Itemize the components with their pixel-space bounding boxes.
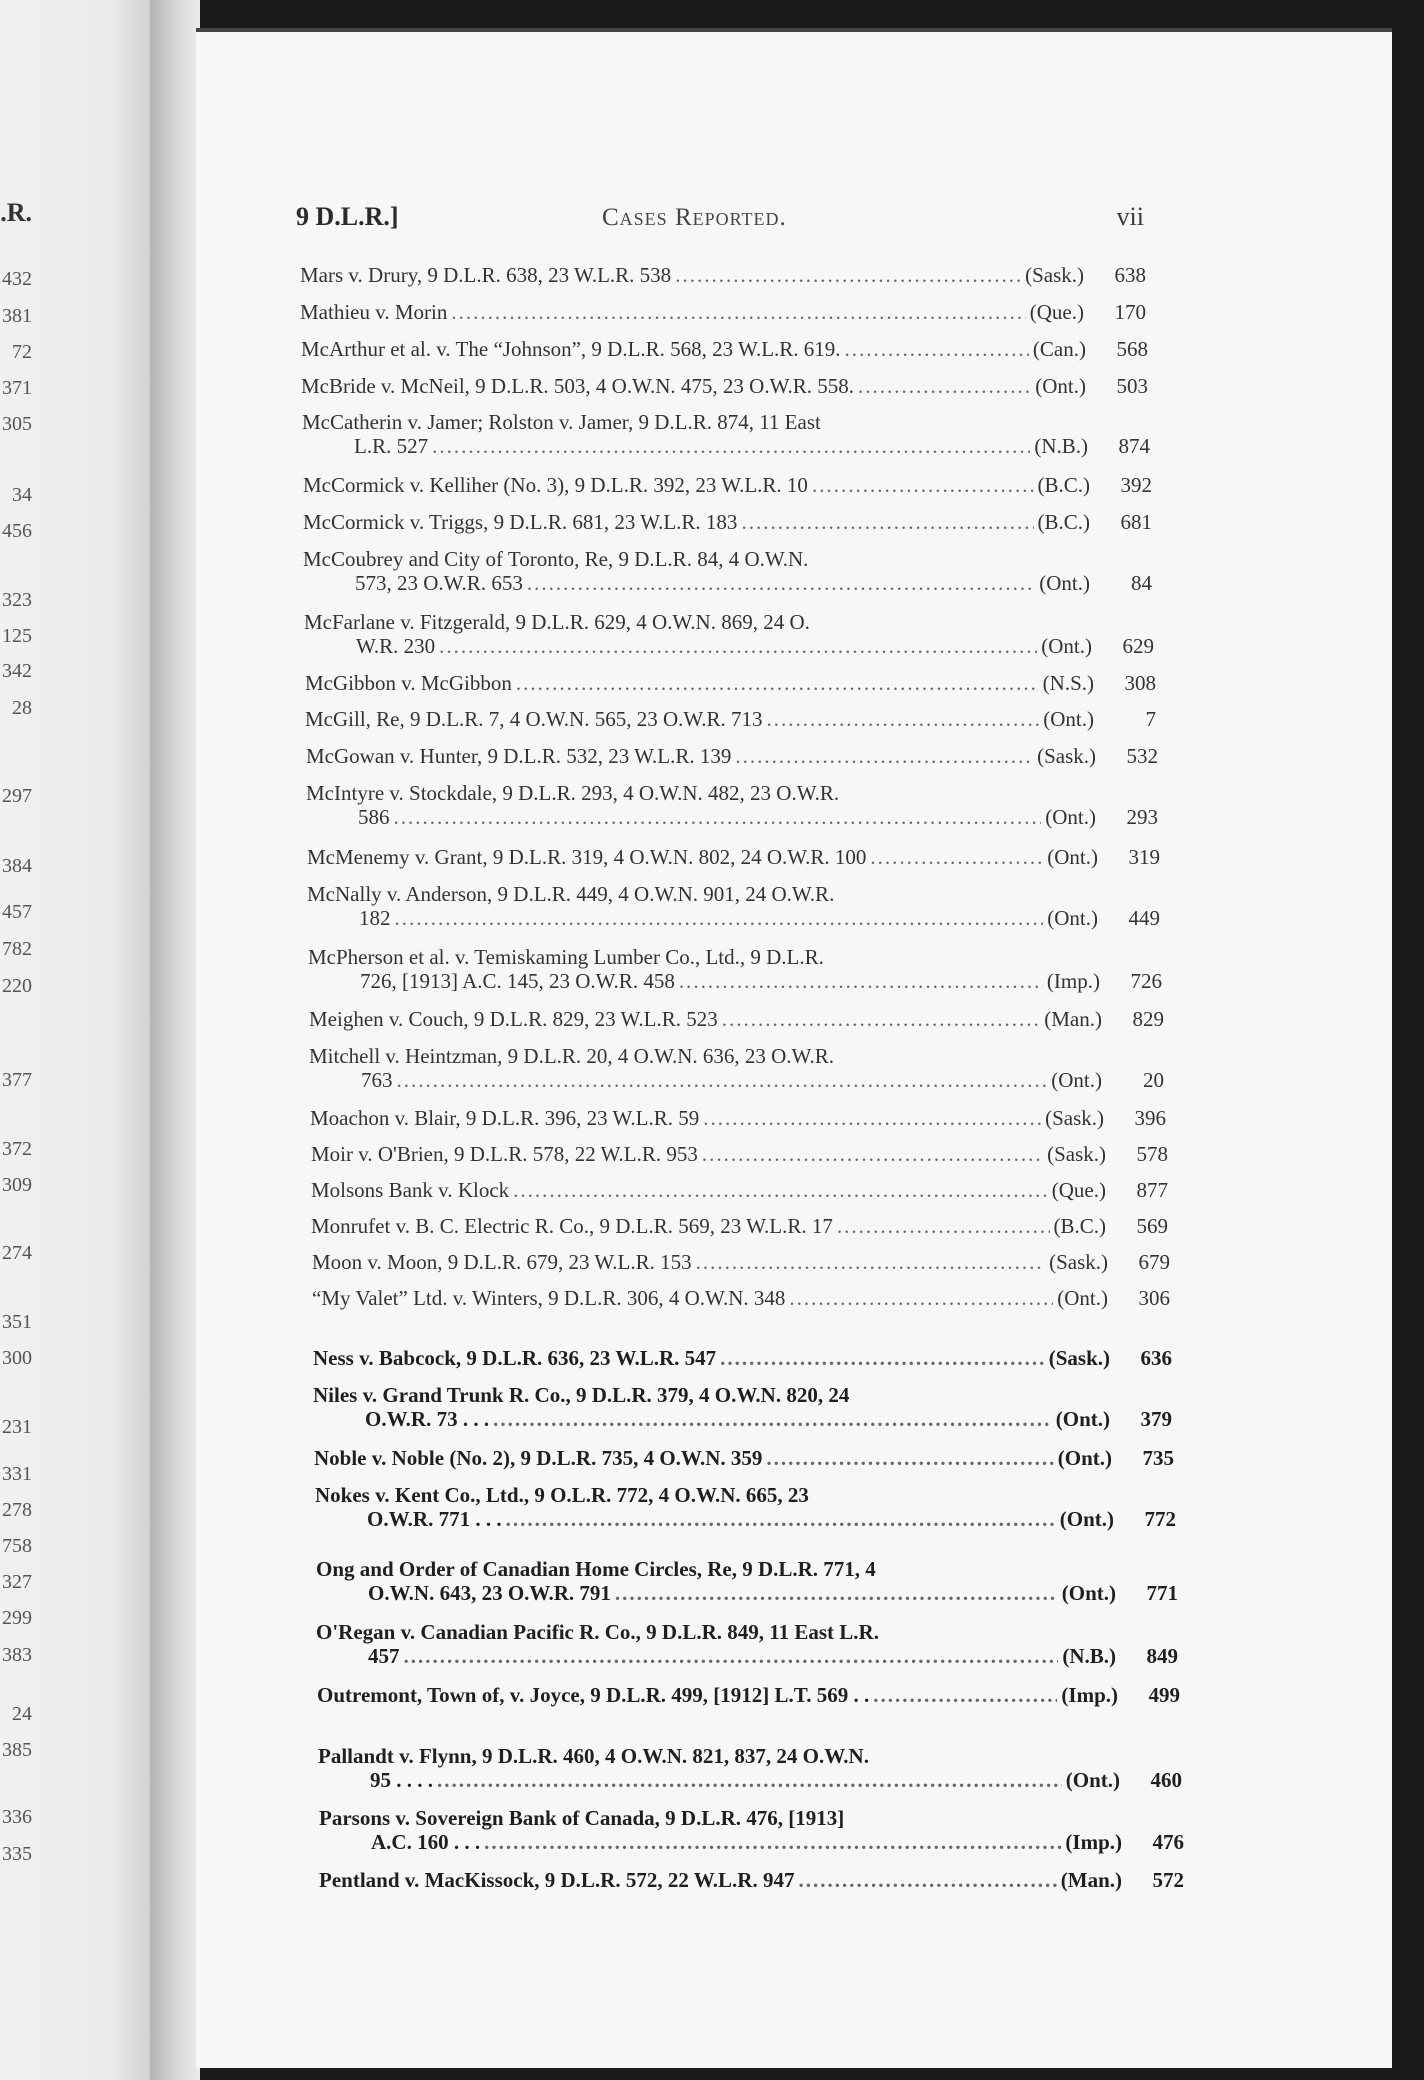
case-entry (316, 1557, 1178, 1605)
case-line (318, 1768, 1182, 1792)
case-entry (312, 1286, 1170, 1310)
case-line (315, 1483, 1176, 1507)
case-text: Pentland v. MacKissock, 9 D.L.R. 572, 22 W.L.R. 947 (319, 1868, 795, 1892)
case-line (306, 781, 1158, 805)
case-line (304, 634, 1154, 658)
case-court: (Ont.) (1059, 1507, 1114, 1531)
case-line (307, 845, 1160, 869)
case-text: 763 (361, 1068, 393, 1092)
case-text: Moir v. O'Brien, 9 D.L.R. 578, 22 W.L.R. 953 (311, 1142, 698, 1166)
case-entry (315, 1483, 1176, 1531)
leader-dots (789, 1286, 1053, 1310)
case-court: (Can.) (1032, 337, 1086, 361)
leader-dots (703, 1106, 1041, 1130)
case-page: 306 (1138, 1286, 1170, 1310)
case-line (302, 410, 1150, 434)
left-page-number: 231 (2, 1416, 32, 1438)
left-page-number: 457 (2, 901, 32, 923)
left-page-number: 297 (2, 785, 32, 807)
case-line (319, 1806, 1184, 1830)
leader-dots (395, 906, 1044, 930)
case-line (313, 1346, 1172, 1370)
case-court: (Sask.) (1025, 263, 1084, 287)
case-entry (314, 1446, 1174, 1470)
case-entry (307, 882, 1160, 930)
case-line (309, 1007, 1164, 1031)
case-text: Niles v. Grand Trunk R. Co., 9 D.L.R. 379, 4 O.W.N. 820, 24 (313, 1383, 850, 1407)
case-page: 499 (1148, 1683, 1180, 1707)
left-page-number: 278 (2, 1499, 32, 1521)
case-page: 568 (1116, 337, 1148, 361)
case-entry (308, 945, 1162, 993)
leader-dots (735, 744, 1033, 768)
left-page-number: 331 (2, 1463, 32, 1485)
case-court: (Ont.) (1055, 1407, 1110, 1431)
case-text: “My Valet” Ltd. v. Winters, 9 D.L.R. 306, 4 O.W.N. 348 (312, 1286, 786, 1310)
leader-dots (870, 845, 1043, 869)
case-entry (306, 744, 1158, 768)
left-page-number: 125 (2, 625, 32, 647)
leader-dots (798, 1868, 1056, 1892)
case-entry (311, 1214, 1168, 1238)
case-line (312, 1250, 1170, 1274)
case-entry (319, 1868, 1184, 1892)
case-page: 629 (1122, 634, 1154, 658)
case-text: McFarlane v. Fitzgerald, 9 D.L.R. 629, 4 O.W.N. 869, 24 O. (304, 610, 810, 634)
case-court: (Ont.) (1035, 374, 1086, 398)
case-line (303, 547, 1152, 571)
case-page: 578 (1136, 1142, 1168, 1166)
case-page: 638 (1114, 263, 1146, 287)
case-line (311, 1142, 1168, 1166)
case-text: Noble v. Noble (No. 2), 9 D.L.R. 735, 4 O.W.N. 359 (314, 1446, 763, 1470)
case-entry (319, 1806, 1184, 1854)
case-text: Pallandt v. Flynn, 9 D.L.R. 460, 4 O.W.N. 821, 837, 24 O.W.N. (318, 1744, 869, 1768)
case-line (300, 263, 1146, 287)
left-page-number: 351 (2, 1311, 32, 1333)
case-entry (318, 1744, 1182, 1792)
case-page: 532 (1126, 744, 1158, 768)
case-text: McCoubrey and City of Toronto, Re, 9 D.L.R. 84, 4 O.W.N. (303, 547, 809, 571)
case-page: 396 (1134, 1106, 1166, 1130)
case-text: McGill, Re, 9 D.L.R. 7, 4 O.W.N. 565, 23 O.W.R. 713 (305, 707, 763, 731)
case-text: McNally v. Anderson, 9 D.L.R. 449, 4 O.W.N. 901, 24 O.W.R. (307, 882, 835, 906)
case-line (313, 1383, 1172, 1407)
case-line (313, 1407, 1172, 1431)
case-text: O.W.R. 771 . . . (367, 1507, 502, 1531)
leader-dots (766, 1446, 1053, 1470)
case-line (305, 671, 1156, 695)
case-line (307, 882, 1160, 906)
page-number: vii (1116, 202, 1144, 231)
leader-dots (432, 434, 1030, 458)
case-line (300, 300, 1146, 324)
leader-dots (741, 510, 1033, 534)
case-line (304, 610, 1154, 634)
case-page: 319 (1128, 845, 1160, 869)
case-text: Molsons Bank v. Klock (311, 1178, 510, 1202)
case-text: 573, 23 O.W.R. 653 (355, 571, 523, 595)
case-page: 572 (1152, 1868, 1184, 1892)
left-page-number: 381 (2, 305, 32, 327)
case-page: 679 (1138, 1250, 1170, 1274)
leader-dots (397, 1068, 1048, 1092)
case-text: McGowan v. Hunter, 9 D.L.R. 532, 23 W.L.R. 139 (306, 744, 732, 768)
case-page: 84 (1131, 571, 1152, 595)
case-line (316, 1644, 1178, 1668)
case-court: (Ont.) (1039, 571, 1090, 595)
case-entry (310, 1106, 1166, 1130)
book-gutter (150, 0, 200, 2080)
case-page: 681 (1120, 510, 1152, 534)
case-text: Mars v. Drury, 9 D.L.R. 638, 23 W.L.R. 538 (300, 263, 672, 287)
case-entry (302, 410, 1150, 458)
case-court: (Ont.) (1043, 707, 1094, 731)
case-entry (316, 1620, 1178, 1668)
case-court: (Ont.) (1057, 1286, 1108, 1310)
case-text: O.W.R. 73 . . . (365, 1407, 490, 1431)
case-page: 379 (1140, 1407, 1172, 1431)
case-text: Mitchell v. Heintzman, 9 D.L.R. 20, 4 O.W.N. 636, 23 O.W.R. (309, 1044, 834, 1068)
left-page-number: 72 (12, 341, 32, 363)
case-entry (311, 1178, 1168, 1202)
case-entry (313, 1346, 1172, 1370)
leader-dots (845, 337, 1029, 361)
case-page: 503 (1116, 374, 1148, 398)
left-page-number: 335 (2, 1843, 32, 1865)
leader-dots (506, 1507, 1056, 1531)
case-text: McCatherin v. Jamer; Rolston v. Jamer, 9 D.L.R. 874, 11 East (302, 410, 821, 434)
case-entry (313, 1383, 1172, 1431)
case-entry (301, 374, 1148, 398)
case-text: Moon v. Moon, 9 D.L.R. 679, 23 W.L.R. 153 (312, 1250, 692, 1274)
case-page: 293 (1126, 805, 1158, 829)
case-line (316, 1620, 1178, 1644)
case-text: McMenemy v. Grant, 9 D.L.R. 319, 4 O.W.N. 802, 24 O.W.R. 100 (307, 845, 867, 869)
case-line (319, 1868, 1184, 1892)
left-page-number: 342 (2, 660, 32, 682)
left-page-number: 377 (2, 1069, 32, 1091)
leader-dots (451, 300, 1025, 324)
case-court: (Ont.) (1057, 1446, 1112, 1470)
case-line (307, 906, 1160, 930)
case-line (308, 969, 1162, 993)
case-entry (311, 1142, 1168, 1166)
case-court: (Ont.) (1047, 845, 1098, 869)
leader-dots (394, 805, 1042, 829)
case-court: (N.B.) (1062, 1644, 1116, 1668)
case-line (309, 1068, 1164, 1092)
case-line (314, 1446, 1174, 1470)
leader-dots (722, 1007, 1041, 1031)
case-entry (306, 781, 1158, 829)
case-line (315, 1507, 1176, 1531)
case-text: Mathieu v. Morin (300, 300, 448, 324)
case-entry (309, 1044, 1164, 1092)
case-page: 20 (1143, 1068, 1164, 1092)
left-page-edge (0, 0, 160, 2080)
case-court: (Sask.) (1048, 1346, 1110, 1370)
case-entry (317, 1683, 1180, 1707)
case-entry (303, 510, 1152, 534)
volume-label: 9 D.L.R.] (296, 202, 399, 231)
left-page-number: 782 (2, 938, 32, 960)
case-text: O.W.N. 643, 23 O.W.R. 791 (368, 1581, 611, 1605)
left-page-number: 34 (12, 484, 32, 506)
leader-dots (516, 671, 1039, 695)
case-text: McCormick v. Kelliher (No. 3), 9 D.L.R. 392, 23 W.L.R. 10 (303, 473, 808, 497)
case-court: (Man.) (1044, 1007, 1102, 1031)
case-text: Moachon v. Blair, 9 D.L.R. 396, 23 W.L.R. 59 (310, 1106, 700, 1130)
case-text: Parsons v. Sovereign Bank of Canada, 9 D.L.R. 476, [1913] (319, 1806, 845, 1830)
leader-dots (837, 1214, 1050, 1238)
case-page: 170 (1114, 300, 1146, 324)
leader-dots (513, 1178, 1048, 1202)
case-line (308, 945, 1162, 969)
case-court: (Sask.) (1045, 1106, 1104, 1130)
case-page: 849 (1146, 1644, 1178, 1668)
case-line (306, 805, 1158, 829)
leader-dots (702, 1142, 1043, 1166)
case-entry (303, 547, 1152, 595)
case-line (305, 707, 1156, 731)
case-court: (Sask.) (1037, 744, 1096, 768)
case-text: McGibbon v. McGibbon (305, 671, 512, 695)
case-text: 182 (359, 906, 391, 930)
left-page-number: 456 (2, 520, 32, 542)
case-text: McBride v. McNeil, 9 D.L.R. 503, 4 O.W.N. 475, 23 O.W.R. 558. (301, 374, 854, 398)
case-entry (300, 300, 1146, 324)
page-header (296, 202, 1144, 242)
leader-dots (696, 1250, 1045, 1274)
case-text: Ness v. Babcock, 9 D.L.R. 636, 23 W.L.R. 547 (313, 1346, 717, 1370)
case-page: 726 (1130, 969, 1162, 993)
case-text: McPherson et al. v. Temiskaming Lumber Co., Ltd., 9 D.L.R. (308, 945, 824, 969)
case-text: Ong and Order of Canadian Home Circles, Re, 9 D.L.R. 771, 4 (316, 1557, 876, 1581)
page-title: Cases Reported. (602, 204, 787, 231)
case-court: (Que.) (1029, 300, 1084, 324)
case-court: (Imp.) (1046, 969, 1100, 993)
left-page-number: 385 (2, 1739, 32, 1761)
case-court: (Sask.) (1049, 1250, 1108, 1274)
left-page-number: 299 (2, 1607, 32, 1629)
case-court: (Ont.) (1065, 1768, 1120, 1792)
case-entry (312, 1250, 1170, 1274)
case-court: (Imp.) (1061, 1683, 1118, 1707)
case-text: Outremont, Town of, v. Joyce, 9 D.L.R. 499, [1912] L.T. 569 . . (317, 1683, 870, 1707)
left-page-number: 220 (2, 975, 32, 997)
left-page-number: 372 (2, 1138, 32, 1160)
case-page: 735 (1142, 1446, 1174, 1470)
leader-dots (484, 1830, 1061, 1854)
leader-dots (437, 1768, 1062, 1792)
left-page-number: 384 (2, 855, 32, 877)
left-page-number: 24 (12, 1703, 32, 1725)
case-text: McArthur et al. v. The “Johnson”, 9 D.L.R. 568, 23 W.L.R. 619. (301, 337, 841, 361)
case-line (310, 1106, 1166, 1130)
case-court: (Sask.) (1047, 1142, 1106, 1166)
case-page: 7 (1145, 707, 1156, 731)
leader-dots (873, 1683, 1057, 1707)
case-court: (B.C.) (1053, 1214, 1106, 1238)
case-line (312, 1286, 1170, 1310)
case-line (301, 337, 1148, 361)
case-court: (Ont.) (1041, 634, 1092, 658)
left-page-number: 327 (2, 1571, 32, 1593)
case-entry (305, 671, 1156, 695)
case-text: Meighen v. Couch, 9 D.L.R. 829, 23 W.L.R. 523 (309, 1007, 718, 1031)
case-page: 874 (1118, 434, 1150, 458)
left-page-number: 336 (2, 1806, 32, 1828)
case-entry (304, 610, 1154, 658)
case-entry (305, 707, 1156, 731)
case-line (303, 473, 1152, 497)
case-page: 392 (1120, 473, 1152, 497)
case-line (303, 571, 1152, 595)
case-page: 771 (1146, 1581, 1178, 1605)
case-court: (B.C.) (1037, 473, 1090, 497)
case-court: (Ont.) (1045, 805, 1096, 829)
case-line (316, 1581, 1178, 1605)
left-page-number: 274 (2, 1242, 32, 1264)
case-entry (309, 1007, 1164, 1031)
leader-dots (675, 263, 1021, 287)
case-page: 829 (1132, 1007, 1164, 1031)
case-page: 877 (1136, 1178, 1168, 1202)
case-court: (Ont.) (1051, 1068, 1102, 1092)
case-page: 460 (1150, 1768, 1182, 1792)
case-line (316, 1557, 1178, 1581)
left-page-header: .R. (0, 198, 32, 227)
case-text: W.R. 230 (356, 634, 436, 658)
case-line (301, 374, 1148, 398)
case-court: (N.S.) (1042, 671, 1094, 695)
case-page: 636 (1140, 1346, 1172, 1370)
case-entry (307, 845, 1160, 869)
case-text: 586 (358, 805, 390, 829)
leader-dots (527, 571, 1035, 595)
case-page: 569 (1136, 1214, 1168, 1238)
case-text: 726, [1913] A.C. 145, 23 O.W.R. 458 (360, 969, 675, 993)
case-text: A.C. 160 . . . (371, 1830, 481, 1854)
case-text: 457 (368, 1644, 400, 1668)
left-page-number: 300 (2, 1347, 32, 1369)
case-text: McIntyre v. Stockdale, 9 D.L.R. 293, 4 O.W.N. 482, 23 O.W.R. (306, 781, 840, 805)
case-page: 308 (1124, 671, 1156, 695)
case-text: McCormick v. Triggs, 9 D.L.R. 681, 23 W.L.R. 183 (303, 510, 738, 534)
case-court: (Ont.) (1047, 906, 1098, 930)
left-page-number: 305 (2, 413, 32, 435)
case-line (319, 1830, 1184, 1854)
case-court: (Man.) (1060, 1868, 1122, 1892)
case-court: (B.C.) (1037, 510, 1090, 534)
leader-dots (767, 707, 1040, 731)
leader-dots (439, 634, 1037, 658)
case-line (306, 744, 1158, 768)
case-text: Monrufet v. B. C. Electric R. Co., 9 D.L.R. 569, 23 W.L.R. 17 (311, 1214, 833, 1238)
case-court: (Ont.) (1061, 1581, 1116, 1605)
case-page: 772 (1144, 1507, 1176, 1531)
case-line (318, 1744, 1182, 1768)
left-page-number: 383 (2, 1644, 32, 1666)
case-court: (Que.) (1051, 1178, 1106, 1202)
left-page-number: 28 (12, 697, 32, 719)
leader-dots (720, 1346, 1045, 1370)
case-text: 95 . . . . (370, 1768, 433, 1792)
case-text: Nokes v. Kent Co., Ltd., 9 O.L.R. 772, 4 O.W.N. 665, 23 (315, 1483, 809, 1507)
case-line (303, 510, 1152, 534)
left-page-number: 323 (2, 589, 32, 611)
case-line (309, 1044, 1164, 1068)
left-page-number: 309 (2, 1174, 32, 1196)
case-line (317, 1683, 1180, 1707)
case-line (311, 1214, 1168, 1238)
case-text: O'Regan v. Canadian Pacific R. Co., 9 D.L.R. 849, 11 East L.R. (316, 1620, 879, 1644)
case-entry (301, 337, 1148, 361)
left-page-number: 758 (2, 1535, 32, 1557)
leader-dots (615, 1581, 1058, 1605)
case-court: (N.B.) (1034, 434, 1088, 458)
case-text: L.R. 527 (354, 434, 429, 458)
leader-dots (679, 969, 1043, 993)
left-page-number: 432 (2, 268, 32, 290)
left-page-number: 371 (2, 377, 32, 399)
case-page: 476 (1152, 1830, 1184, 1854)
case-line (311, 1178, 1168, 1202)
case-court: (Imp.) (1065, 1830, 1122, 1854)
case-line (302, 434, 1150, 458)
case-page: 449 (1128, 906, 1160, 930)
leader-dots (493, 1407, 1052, 1431)
leader-dots (404, 1644, 1059, 1668)
case-entry (303, 473, 1152, 497)
case-entry (300, 263, 1146, 287)
leader-dots (858, 374, 1031, 398)
leader-dots (812, 473, 1034, 497)
